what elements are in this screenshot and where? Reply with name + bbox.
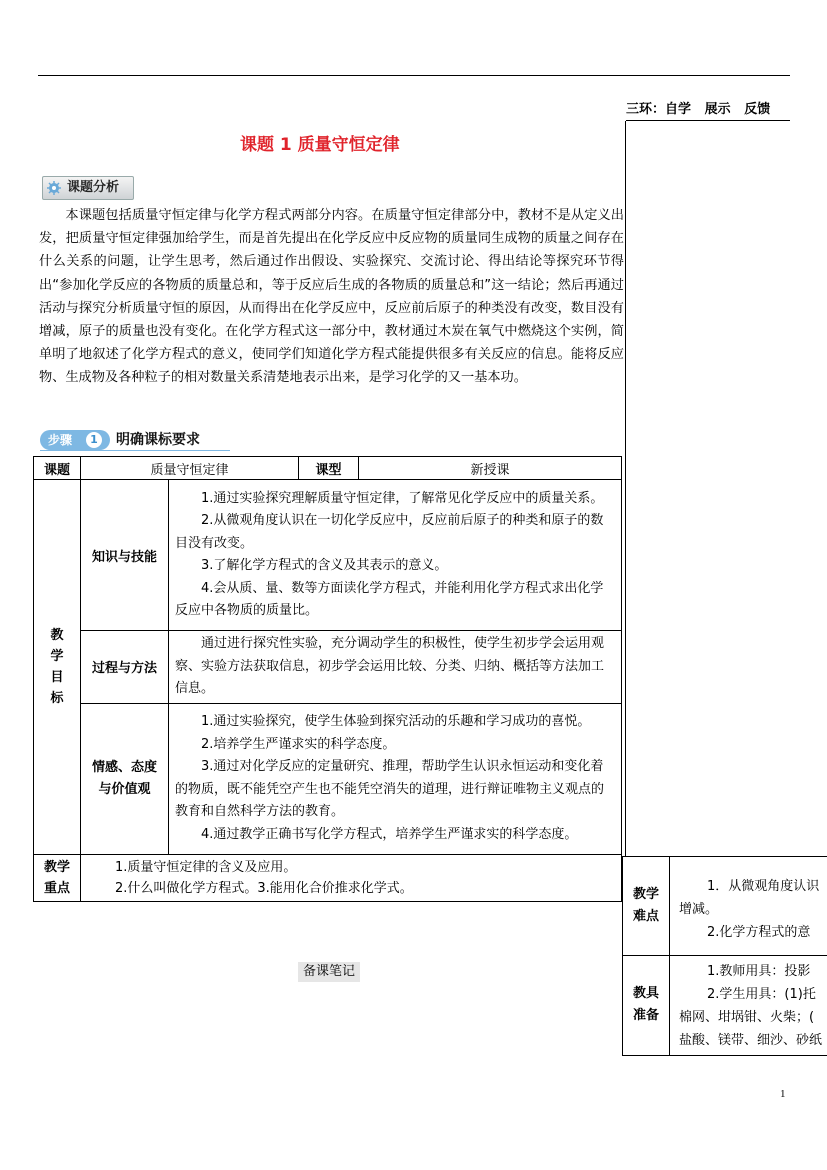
tools-line: 1.教师用具：投影: [707, 964, 811, 979]
difficulty-line: 增减。: [679, 902, 719, 917]
table-row-process: [34, 631, 622, 704]
keypoint-line: 1.质量守恒定律的含义及应用。: [115, 859, 297, 875]
knowledge-item: 3.了解化学方程式的含义及其表示的意义。: [201, 558, 448, 573]
knowledge-item: 1.通过实验探究理解质量守恒定律，了解常见化学反应中的质量关系。: [201, 490, 604, 506]
process-content: [169, 631, 622, 704]
type-value: 新授课: [359, 457, 622, 480]
top-rule: [38, 75, 790, 76]
emotion-item: 3.通过对化学反应的定量研究、推理，帮助学生认识永恒运动和变化着的物质，既不能凭空产生也不能凭空消失的道理，进行辩证唯物主义观点的教育和自然科学方法的教育。: [175, 759, 605, 819]
emotion-label: [81, 703, 169, 854]
tools-label-line: 教具: [632, 986, 659, 1001]
objectives-table: [33, 456, 622, 902]
tools-line: 2.学生用具：(1)托: [707, 987, 816, 1002]
emotion-label-line: 情感、态度: [91, 759, 157, 775]
difficulty-text: [679, 875, 827, 944]
goals-label-char: 教: [50, 627, 64, 643]
knowledge-content: [169, 480, 622, 631]
keypoints-content: [81, 854, 622, 901]
step-underline: [40, 450, 230, 451]
difficulty-label-line: 教学: [632, 887, 659, 902]
difficulty-line: 1．从微观角度认识: [707, 879, 820, 894]
process-label: 过程与方法: [81, 631, 169, 704]
tools-label: [623, 956, 670, 1055]
goals-label-char: 目: [50, 669, 64, 685]
side-column-header: [626, 100, 790, 121]
emotion-item: 4.通过教学正确书写化学方程式，培养学生严谨求实的科学态度。: [201, 826, 578, 842]
knowledge-item: 4.会从质、量、数等方面读化学方程式，并能利用化学方程式求出化学反应中各物质的质量比。: [175, 580, 604, 618]
table-header-row: [34, 457, 622, 480]
section-badge: [42, 176, 134, 200]
emotion-content: [169, 703, 622, 854]
step-prefix: 步骤: [48, 433, 73, 447]
side-header-part-3: 反馈: [744, 102, 771, 117]
difficulty-row: [623, 857, 827, 956]
topic-label: 课题: [34, 457, 81, 480]
side-header-part-1: 三环：自学: [626, 102, 692, 117]
goals-label-char: 学: [50, 648, 64, 664]
table-row-knowledge: [34, 480, 622, 631]
keypoints-label: [34, 854, 81, 901]
side-column-divider: [625, 121, 626, 856]
section-badge-label: 课题分析: [67, 180, 120, 195]
difficulty-label-line: 难点: [632, 909, 659, 924]
step-label: 明确课标要求: [116, 432, 200, 448]
right-side-table: [622, 856, 827, 1056]
intro-paragraph: 本课题包括质量守恒定律与化学方程式两部分内容。在质量守恒定律部分中，教材不是从定义出发，把质量守恒定律强加给学生，而是首先提出在化学反应中反应物的质量同生成物的质量之间存在什么关系的问题，让学生思考，然后通过作出假设、实验探究、交流讨论、得出结论等探究环节得出“参加化学反应的各物质的质量总和，等于反应后生成的各物质的质量总和”这一结论；然后再通过活动与探究分析质量守恒的原因，从而得出在化学反应中，反应前后原子的种类没有改变，数目没有增减，原子的质量也没有变化。在化学方程式这一部分中，教材通过木炭在氧气中燃烧这个实例，简单明了地叙述了化学方程式的意义，使同学们知道化学方程式能提供很多有关反应的信息。能将反应物、生成物及各种粒子的相对数量关系清楚地表示出来，是学习化学的又一基本功。: [39, 208, 624, 386]
gear-icon: [46, 180, 62, 196]
keypoints-label-line: 教学: [43, 859, 70, 875]
step-number: 1: [86, 432, 102, 448]
goals-label-char: 标: [50, 690, 64, 706]
process-item: 通过进行探究性实验，充分调动学生的积极性，使学生初步学会运用观察、实验方法获取信息，初步学会运用比较、分类、归纳、概括等方法加工信息。: [175, 636, 605, 696]
knowledge-item: 2.从微观角度认识在一切化学反应中，反应前后原子的种类和原子的数目没有改变。: [175, 513, 604, 551]
topic-value: 质量守恒定律: [81, 457, 299, 480]
page-number: 1: [780, 1088, 786, 1100]
emotion-item: 2.培养学生严谨求实的科学态度。: [201, 736, 396, 752]
table-row-keypoints: [34, 854, 622, 901]
emotion-item: 1.通过实验探究，使学生体验到探究活动的乐趣和学习成功的喜悦。: [201, 714, 591, 729]
tools-line: 盐酸、镁带、细沙、砂纸: [679, 1033, 823, 1048]
step-heading: [40, 430, 228, 450]
tools-label-line: 准备: [632, 1008, 659, 1023]
tools-text: [679, 960, 827, 1052]
keypoints-label-line: 重点: [43, 880, 70, 896]
notes-label: 备课笔记: [298, 962, 360, 982]
keypoint-line: 2.什么叫做化学方程式。3.能用化合价推求化学式。: [115, 880, 413, 896]
difficulty-line: 2.化学方程式的意: [707, 925, 811, 940]
tools-line: 棉网、坩埚钳、火柴；(: [679, 1010, 815, 1025]
tools-row: [623, 956, 827, 1055]
type-label: 课型: [299, 457, 359, 480]
table-row-emotion: [34, 703, 622, 854]
knowledge-label: 知识与技能: [81, 480, 169, 631]
goals-label: [34, 480, 81, 855]
side-header-part-2: 展示: [704, 102, 731, 117]
page-title: 课题 1 质量守恒定律: [240, 135, 400, 155]
emotion-label-line: 与价值观: [98, 781, 151, 797]
difficulty-label: [623, 857, 670, 955]
